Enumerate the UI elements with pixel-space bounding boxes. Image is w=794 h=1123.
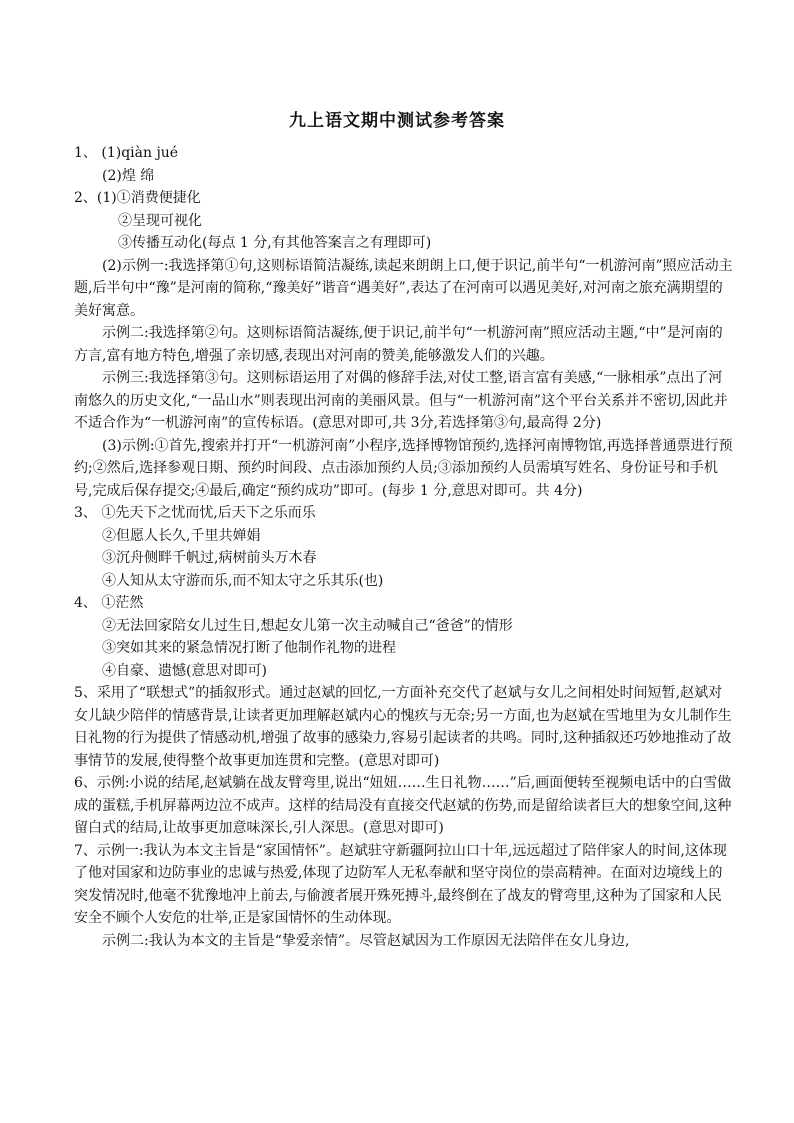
answer-line: ②呈现可视化 (118, 212, 202, 229)
page-title: 九上语文期中测试参考答案 (289, 111, 505, 131)
answer-paragraph: 示例二:我选择第②句。这则标语简洁凝练,便于识记,前半句“一机游河南”照应活动主题,“中”是河南的方言,富有地方特色,增强了亲切感,表现出对河南的赞美,能够激发人们的兴趣。 (74, 325, 723, 364)
answer-line: ②无法回家陪女儿过生日,想起女儿第一次主动喊自己“爸爸”的情形 (102, 617, 513, 634)
answer-line: 3、 ①先天下之忧而忧,后天下之乐而乐 (74, 505, 316, 521)
answer-body (74, 142, 734, 952)
answer-paragraph: 6、示例:小说的结尾,赵斌躺在战友臂弯里,说出“妞妞……生日礼物……”后,画面便转至视频电话中的白雪做成的蛋糕,手机屏幕两边泣不成声。这样的结局没有直接交代赵斌的伤势,而是留给读者巨大的想象空间,这种留白式的结局,让故事更加意味深长,引人深思。(意思对即可) (74, 775, 732, 836)
answer-paragraph: (2)示例一:我选择第①句,这则标语简洁凝练,读起来朗朗上口,便于识记,前半句“一机游河南”照应活动主题,后半句中“豫”是河南的简称,“豫美好”谐音“遇美好”,表达了在河南可以遇见美好,对河南之旅充满期望的美好寓意。 (74, 257, 733, 319)
answer-paragraph: 7、示例一:我认为本文主旨是“家国情怀”。赵斌驻守新疆阿拉山口十年,远远超过了陪伴家人的时间,这体现了他对国家和边防事业的忠诚与热爱,体现了边防军人无私奉献和坚守岗位的崇高精神。在面对边境线上的突发情况时,他毫不犹豫地冲上前去,与偷渡者展开殊死搏斗,最终倒在了战友的臂弯里,这种为了国家和人民安全不顾个人安危的壮举,正是家国情怀的生动体现。 (74, 842, 727, 926)
answer-paragraph: 5、采用了“联想式”的插叙形式。通过赵斌的回忆,一方面补充交代了赵斌与女儿之间相处时间短暂,赵斌对女儿缺少陪伴的情感背景,让读者更加理解赵斌内心的愧疚与无奈;另一方面,也为赵斌在雪地里为女儿制作生日礼物的行为提供了情感动机,增强了故事的感染力,容易引起读者的共鸣。同时,这种插叙还巧妙地推动了故事情节的发展,使得整个故事更加连贯和完整。(意思对即可) (74, 685, 732, 769)
answer-line: ④人知从太守游而乐,而不知太守之乐其乐(也) (102, 572, 384, 589)
answer-paragraph: 示例三:我选择第③句。这则标语运用了对偶的修辞手法,对仗工整,语言富有美感,“一脉相承”点出了河南悠久的历史文化,“一品山水”则表现出河南的美丽风景。但与“一机游河南”这个平台关系并不密切,因此并不适合作为“一机游河南”的宣传标语。(意思对即可,共 3分,若选择第③句,最高得 2分) (74, 370, 728, 431)
answer-line: 1、 (1)qiàn jué (74, 145, 179, 161)
answer-line: ③传播互动化(每点 1 分,有其他答案言之有理即可) (118, 235, 432, 251)
answer-paragraph: (3)示例:①首先,搜索并打开“一机游河南”小程序,选择博物馆预约,选择河南博物馆,再选择普通票进行预约;②然后,选择参观日期、预约时间段、点击添加预约人员;③添加预约人员需填写姓名、身份证号和手机号,完成后保存提交;④最后,确定“预约成功”即可。(每步 1 分,意思对即可。共 4分) (74, 437, 733, 499)
answer-line: ③沉舟侧畔千帆过,病树前头万木春 (102, 550, 317, 566)
answer-line: 2、(1)①消费便捷化 (74, 190, 201, 206)
answer-line: 4、 ①茫然 (74, 595, 144, 611)
answer-paragraph: 示例二:我认为本文的主旨是“挚爱亲情”。尽管赵斌因为工作原因无法陪伴在女儿身边, (102, 932, 630, 949)
answer-line: ③突如其来的紧急情况打断了他制作礼物的进程 (102, 640, 396, 656)
answer-line: ④自豪、遗憾(意思对即可) (102, 662, 267, 679)
answer-line: ②但愿人长久,千里共婵娟 (102, 527, 261, 544)
answer-line: (2)煌 绵 (102, 167, 155, 184)
